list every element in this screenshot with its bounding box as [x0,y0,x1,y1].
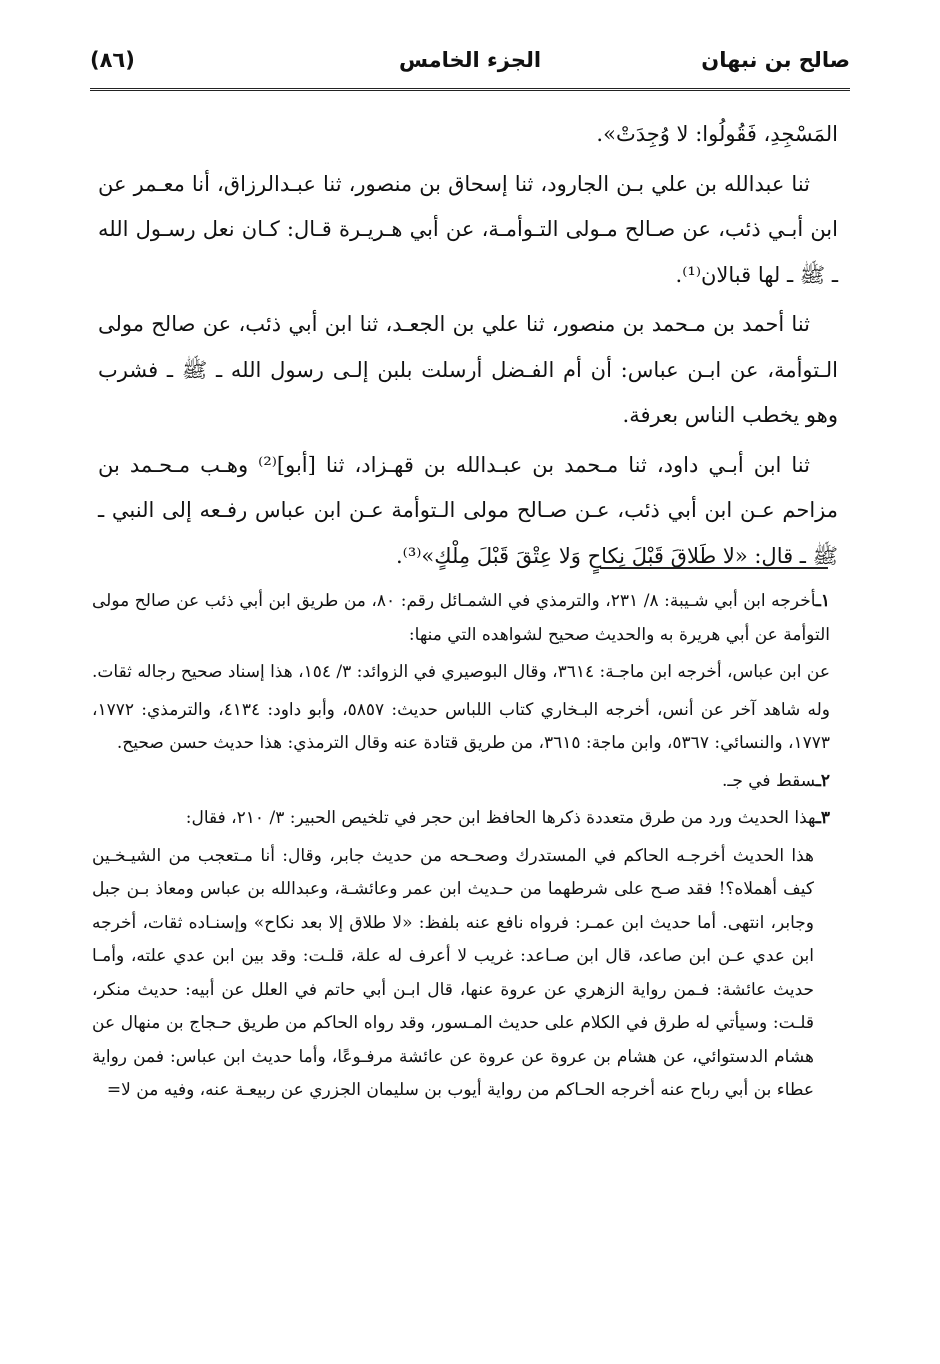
footnote-separator [600,567,828,569]
body-paragraph: ثنا عبدالله بن علي بـن الجارود، ثنا إسحاق بن منصور، ثنا عبـدالرزاق، أنا معـمر عن ابن أبـي ذئب، عن صـالح مـولى التـوأمـة، عن أبي هـريـرة قـال: كـان نعل رسـول الله ـ ﷺ ـ لها قبالان⁽¹⁾. [98,171,838,287]
footnote-text: وله شاهد آخر عن أنس، أخرجه البـخاري كتاب اللباس حديث: ٥٨٥٧، وأبو داود: ٤١٣٤، والترمذي: ١٧٧٢، ١٧٧٣، والنسائي: ٥٣٦٧، وابن ماجة: ٣٦١٥، من طريق قتادة عنه وقال الترمذي: هذا حديث حسن صحيح. [92,699,830,753]
body-paragraph: المَسْجِدِ، فَقُولُوا: لا وُجِدَتْ». [596,122,838,146]
footnote [92,802,830,836]
footnote [92,585,830,652]
running-head-part: الجزء الخامس [398,48,542,72]
footnote-number: ١ـ [815,591,831,611]
footnotes [92,585,830,1112]
footnote-continuation [92,840,830,1108]
page-header [90,38,850,88]
footnote-text: عن ابن عباس، أخرجه ابن ماجـة: ٣٦١٤، وقال البوصيري في الزوائد: ٣/ ١٥٤، هذا إسناد صحيح رجاله ثقات. [92,662,830,682]
footnote-number: ٣ـ [815,808,830,828]
footnote-text: هذا الحديث ورد من طرق متعددة ذكرها الحافظ ابن حجر في تلخيص الحبير: ٣/ ٢١٠، فقال: [185,808,816,828]
footnote-text: أخرجه ابن أبي شـيبة: ٨/ ٢٣١، والترمذي في الشمـائل رقم: ٨٠، من طريق ابن أبي ذئب عن صالح مولى التوأمة عن أبي هريرة به والحديث صحيح لشواهده التي منها: [92,591,830,645]
footnote-text: هذا الحديث أخرجـه الحاكم في المستدرك وصحـحه من حديث جابر، وقال: أنا مـتعجب من الشيـخـين كيف أهملاه؟! فقد صـح على شرطهما من حـديث ابن عمر وعائشـة، وعبدالله بن عباس ومعاذ بـن جبل وجابر، انتهى. أما حديث ابن عمـر: فرواه نافع عنه بلفظ: «لا طلاق إلا بعد نكاح» وإسنـاده ثقات، أخرجه ابن عدي عـن ابن صاعد، قال ابن صـاعد: غريب لا أعرف له علة، قلـت: وقد بين ابن عدي علته، وأمـا حديث عائشة: فـمن رواية الزهري عن عروة عنها، قال ابـن أبي حاتم في العلل عن أبيه: حديث منكر، قلـت: وسيأتي له طرق في الكلام على حديث المـسور، وقد رواه الحاكم من طريق حـجاج بن منهال عن هشام الدستوائي، عن هشام بن عروة عن عروة عن عائشة مرفـوعًا، وأما حديث ابن عباس: فمن رواية عطاء بن أبي رباح عنه أخرجه الحـاكم من رواية أيوب بن سليمان الجزري عن ربيعـة عنه، وفيه من لا= [92,845,814,1100]
header-divider [90,88,850,91]
running-head-author: صالح بن نبهان [701,48,850,72]
main-text [98,112,838,583]
page-number: (٨٦) [90,48,135,72]
footnote-number: ٢ـ [815,770,830,791]
footnote-continuation [92,656,830,690]
body-paragraph: ثنا أحمد بن مـحمد بن منصور، ثنا علي بن الجعـد، ثنا ابن أبي ذئب، عن صالح مولى الـتوأمة، عن ابـن عباس: أن أم الفـضل أرسلت بلبن إلـى رسول الله ـ ﷺ ـ فشرب وهو يخطب الناس بعرفة. [98,312,838,427]
footnote-text: سقط في جـ. [721,770,816,791]
footnote [92,765,830,799]
footnote-continuation [92,694,830,761]
body-paragraph: ثنا ابن أبـي داود، ثنا مـحمد بن عبـدالله بن قهـزاد، ثنا [أبو]⁽²⁾ وهـب مـحـمد بن مزاحم عـن ابن أبي ذئب، عـن صـالح مولى الـتوأمة عـن ابن عباس رفـعه إلى النبي ـ ﷺ ـ قال: «لا طَلاقَ قَبْلَ نِكاحٍ وَلا عِتْقَ قَبْلَ مِلْكٍ»⁽³⁾. [98,452,838,568]
